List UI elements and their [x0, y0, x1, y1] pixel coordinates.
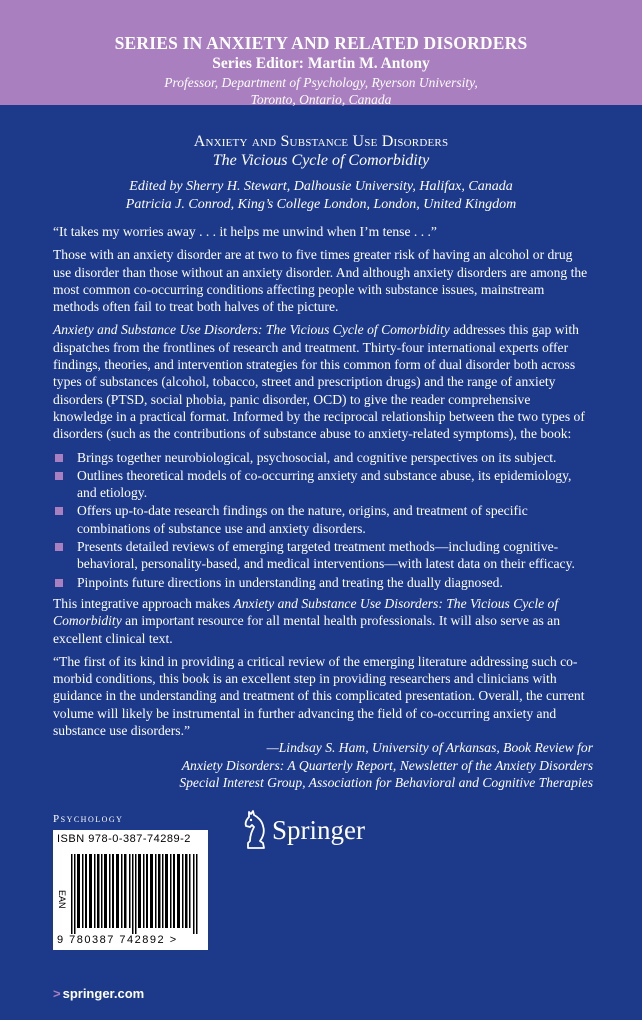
closing-text-start: This integrative approach makes [53, 595, 234, 611]
publisher-url[interactable] [53, 986, 144, 1001]
square-bullet-icon [55, 579, 63, 587]
editor-affiliation [0, 74, 642, 108]
closing-text-rest: an important resource for all mental health professionals. It will also serve as an excellent clinical text. [53, 613, 560, 646]
closing-paragraph [53, 595, 593, 647]
list-item [53, 574, 593, 591]
isbn-number: ISBN 978-0-387-74289-2 [57, 833, 191, 845]
square-bullet-icon [55, 507, 63, 515]
series-editor: Series Editor: Martin M. Antony [212, 55, 430, 72]
arrow-icon: > [53, 986, 61, 1001]
book-title-inline: Anxiety and Substance Use Disorders: The Vicious Cycle of Comorbidity [53, 322, 450, 338]
feature-list [53, 449, 593, 591]
ean-label: EAN [57, 890, 67, 909]
barcode-digits: 9 780387 742892 > [57, 934, 178, 946]
review-quote: “The first of its kind in providing a critical review of the emerging literature addressing such co-morbid conditions, this book is an excellent step in providing researchers and clinicians with guidance in the understanding and treatment of this complicated presentation. Overall, the current volume will likely be instrumental in further advancing the field of co-occurring anxiety and substance use disorders.” [53, 653, 585, 739]
attribution-line: —Lindsay S. Ham, University of Arkansas, Book Review for [266, 740, 593, 756]
list-item-text: Pinpoints future directions in understanding and treating the dually diagnosed. [77, 574, 503, 590]
review-attribution [53, 739, 593, 791]
opening-quote: “It takes my worries away . . . it helps me unwind when I’m tense . . .” [53, 224, 437, 239]
list-item [53, 449, 593, 466]
list-item-text: Brings together neurobiological, psychosocial, and cognitive perspectives on its subject. [77, 449, 557, 465]
category-label: Psychology [53, 813, 124, 825]
publisher-url-text: springer.com [62, 986, 145, 1001]
attribution-line: Anxiety Disorders: A Quarterly Report, Newsletter of the Anxiety Disorders [181, 757, 593, 773]
editor-line: Patricia J. Conrod, King’s College London, London, United Kingdom [125, 197, 517, 212]
list-item [53, 467, 593, 502]
series-header [0, 0, 642, 105]
book-title-block [0, 133, 642, 214]
list-item-text: Outlines theoretical models of co-occurring anxiety and substance abuse, its epidemiology, and etiology. [77, 467, 572, 501]
overview-paragraph [53, 321, 593, 442]
square-bullet-icon [55, 472, 63, 480]
attribution-line: Special Interest Group, Association for Behavioral and Cognitive Therapies [179, 774, 593, 790]
book-title-inline: Anxiety and Substance Use Disorders: The Vicious Cycle of Comorbidity [53, 595, 559, 629]
editor-affiliation-line: Professor, Department of Psychology, Ryerson University, [164, 75, 478, 90]
editor-line: Edited by Sherry H. Stewart, Dalhousie University, Halifax, Canada [129, 179, 513, 194]
list-item-text: Offers up-to-date research findings on the nature, origins, and treatment of specific combinations of substance use and anxiety disorders. [77, 503, 528, 536]
list-item-text: Presents detailed reviews of emerging targeted treatment methods—including cognitive-behavioral, personality-based, and medical interventions—with latest data on their efficacy. [77, 539, 575, 572]
barcode-bars-icon [71, 854, 199, 934]
book-editors [0, 178, 642, 214]
springer-knight-logo-icon [242, 810, 270, 850]
square-bullet-icon [55, 454, 63, 462]
list-item [53, 502, 593, 537]
intro-paragraph: Those with an anxiety disorder are at two to five times greater risk of having an alcohol or drug use disorder than those without an anxiety disorder. And although anxiety disorders are among the most common co-occurring conditions affecting people with substance issues, mainstream methods often fail to treat both halves of the picture. [53, 247, 588, 315]
book-subtitle: The Vicious Cycle of Comorbidity [212, 152, 430, 169]
series-title: SERIES IN ANXIETY AND RELATED DISORDERS [114, 33, 528, 53]
publisher-name: Springer [272, 815, 365, 845]
overview-text: addresses this gap with dispatches from the frontlines of research and treatment. Thirty-four international experts offer findings, theories, and intervention strategies for this common form of dual disorder both across types of substances (alcohol, tobacco, street and prescription drugs) and the range of anxiety disorders (PTSD, social phobia, panic disorder, OCD) to give the reader comprehensive knowledge in a practical format. Informed by the reciprocal relationship between the two types of disorders (such as the contributions of substance abuse to anxiety-related symptoms), the book: [53, 322, 585, 442]
book-title: Anxiety and Substance Use Disorders [193, 133, 449, 150]
description-body [53, 223, 593, 791]
list-item [53, 538, 593, 573]
square-bullet-icon [55, 543, 63, 551]
barcode [53, 830, 208, 950]
editor-affiliation-line: Toronto, Ontario, Canada [250, 92, 392, 107]
